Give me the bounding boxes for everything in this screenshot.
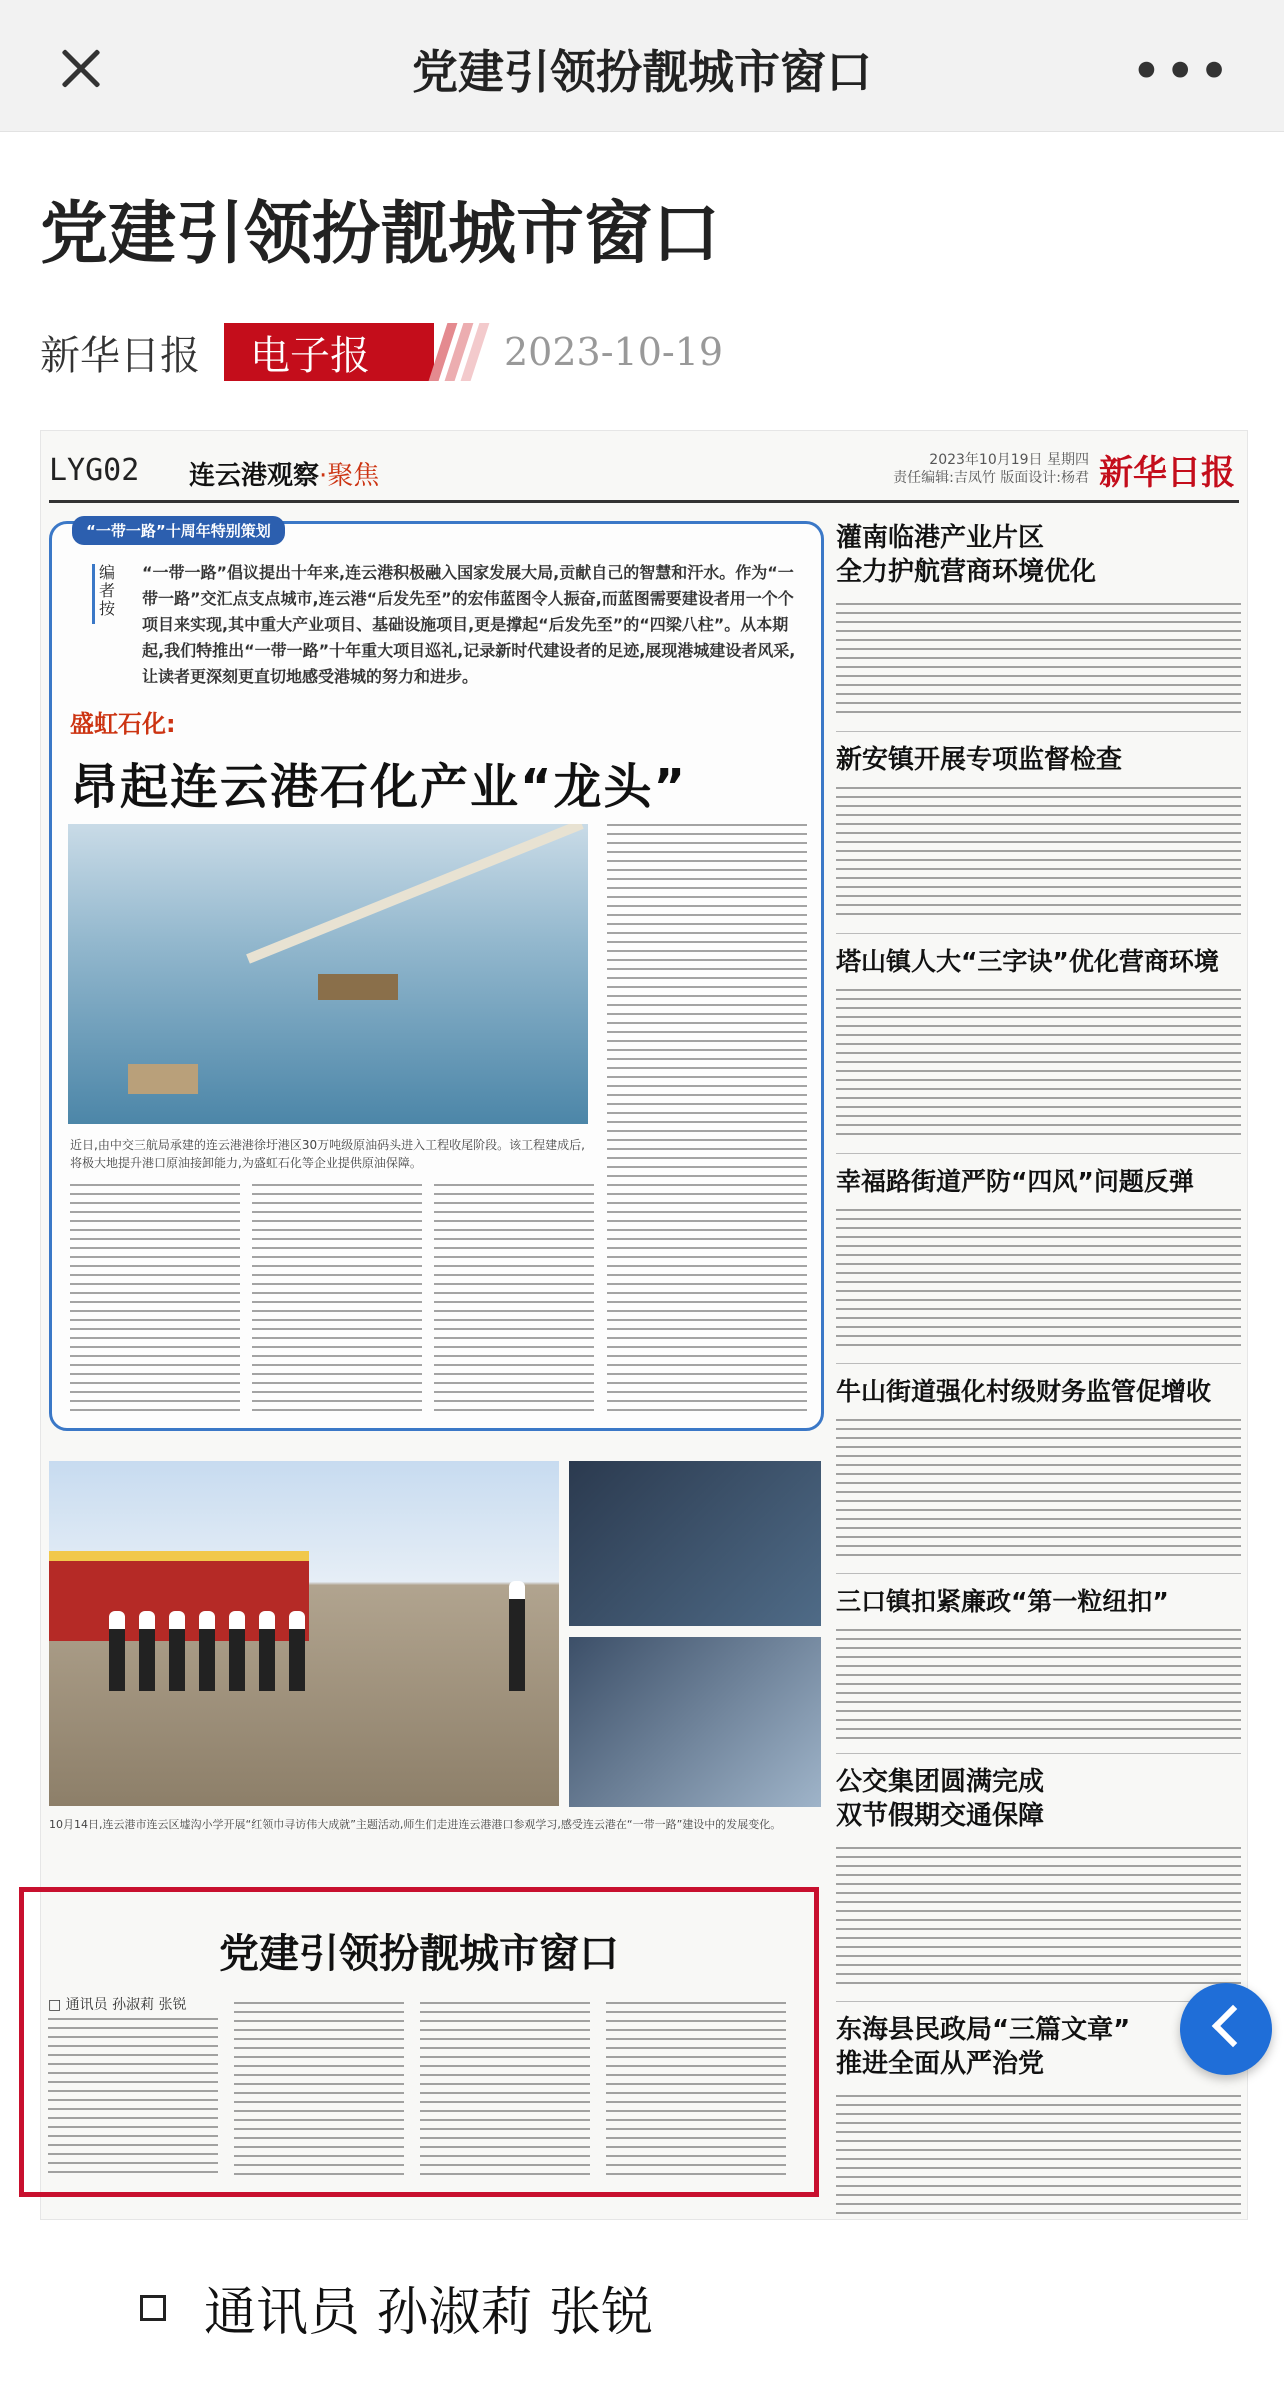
body-text-column	[234, 2002, 404, 2178]
paper-date-text: 2023年10月19日 星期四	[929, 452, 1089, 468]
person-shape	[259, 1611, 275, 1691]
section-sub: ·聚焦	[319, 461, 380, 491]
feature-box	[49, 521, 824, 1431]
barge-shape	[128, 1064, 198, 1094]
highlighted-article-author: □ 通讯员 孙淑莉 张锐	[48, 1997, 187, 2013]
pier-shape	[246, 824, 584, 964]
newspaper-header	[49, 441, 1239, 503]
right-headline: 公交集团圆满完成 双节假期交通保障	[836, 1767, 1045, 1831]
right-headline: 塔山镇人大“三字诀”优化营商环境	[836, 947, 1219, 976]
byline-marker-icon	[140, 2295, 166, 2321]
highlighted-article-box[interactable]	[19, 1887, 819, 2197]
article-meta	[40, 322, 723, 382]
person-shape	[109, 1611, 125, 1691]
article-date: 2023-10-19	[504, 330, 724, 374]
feature-badge: “一带一路”十周年特别策划	[72, 516, 285, 545]
harbor-photo	[68, 824, 588, 1124]
nav-title: 党建引领扮靓城市窗口	[412, 45, 872, 99]
paper-date	[893, 451, 1089, 487]
right-headline: 灌南临港产业片区 全力护航营商环境优化	[836, 523, 1097, 587]
page-number: LYG02	[49, 453, 140, 488]
body-text-column	[48, 2018, 218, 2178]
exhibit-photo	[569, 1637, 821, 1807]
divider	[836, 1363, 1241, 1364]
right-headline: 三口镇扣紧廉政“第一粒纽扣”	[836, 1587, 1169, 1616]
right-headline: 新安镇开展专项监督检查	[836, 745, 1123, 775]
paper-editors: 责任编辑:吉凤竹 版面设计:杨君	[893, 470, 1089, 486]
tag-stripes	[434, 323, 484, 381]
person-shape	[289, 1611, 305, 1691]
body-text-block	[836, 1419, 1241, 1559]
person-shape	[509, 1581, 525, 1691]
body-text-column	[434, 1184, 594, 1414]
article-source: 新华日报	[40, 332, 200, 379]
more-options-icon[interactable]: •••	[1130, 40, 1232, 103]
divider	[836, 1573, 1241, 1574]
highlighted-article-title: 党建引领扮靓城市窗口	[219, 1931, 619, 1977]
body-text-column	[252, 1184, 422, 1414]
body-text-block	[836, 989, 1241, 1139]
divider	[836, 2001, 1241, 2002]
divider	[836, 933, 1241, 934]
person-shape	[229, 1611, 245, 1691]
section-name	[189, 455, 379, 492]
right-headline: 牛山街道强化村级财务监管促增收	[836, 1377, 1212, 1406]
body-text-block	[836, 1847, 1241, 1987]
body-text-block	[836, 1629, 1241, 1739]
top-nav-bar	[0, 0, 1284, 132]
right-headline: 东海县民政局“三篇文章” 推进全面从严治党	[836, 2015, 1131, 2079]
body-text-column	[607, 824, 807, 1414]
editor-note-label: 编者按	[92, 564, 127, 624]
person-shape	[169, 1611, 185, 1691]
epaper-tag[interactable]: 电子报	[224, 323, 434, 381]
divider	[836, 731, 1241, 732]
section-main: 连云港观察	[189, 461, 320, 491]
body-text-block	[836, 787, 1241, 917]
person-shape	[139, 1611, 155, 1691]
feature-subtitle: 盛虹石化:	[70, 710, 176, 738]
article-byline	[140, 2270, 653, 2345]
pier-platform	[318, 974, 398, 1000]
person-shape	[199, 1611, 215, 1691]
body-text-block	[836, 1209, 1241, 1349]
divider	[836, 1153, 1241, 1154]
byline-text: 通讯员 孙淑莉 张锐	[204, 2283, 654, 2343]
body-text-column	[606, 2002, 786, 2178]
divider	[836, 1753, 1241, 1754]
photo-caption: 10月14日,连云港市连云区墟沟小学开展“红领巾寻访伟大成就”主题活动,师生们走进连云港港口参观学习,感受连云港在“一带一路”建设中的发展变化。	[49, 1818, 782, 1831]
back-arrow-button[interactable]	[1180, 1983, 1272, 2075]
body-text-block	[836, 2095, 1241, 2215]
body-text-block	[836, 603, 1241, 713]
article-title: 党建引领扮靓城市窗口	[40, 195, 721, 274]
right-headline: 幸福路街道严防“四风”问题反弹	[836, 1167, 1194, 1196]
editor-intro: “一带一路”倡议提出十年来,连云港积极融入国家发展大局,贡献自己的智慧和汗水。作为“一带一路”交汇点支点城市,连云港“后发先至”的宏伟蓝图令人振奋,而蓝图需要建设者用一个个项目来实现,其中重大产业项目、基础设施项目,更是撑起“后发先至”的“四梁八柱”。从本期起,我们特推出“一带一路”十年重大项目巡礼,记录新时代建设者的足迹,展现港城建设者风采,让读者更深刻更直切地感受港城的努力和进步。	[142, 563, 796, 686]
classroom-photo	[569, 1461, 821, 1626]
feature-headline: 昂起连云港石化产业“龙头”	[70, 759, 688, 815]
body-text-column	[70, 1184, 240, 1414]
body-text-column	[420, 2002, 590, 2178]
train-kids-photo	[49, 1461, 559, 1806]
harbor-caption: 近日,由中交三航局承建的连云港港徐圩港区30万吨级原油码头进入工程收尾阶段。该工程建成后,将极大地提升港口原油接卸能力,为盛虹石化等企业提供原油保障。	[70, 1138, 585, 1170]
masthead-logo: 新华日报	[1099, 453, 1235, 493]
newspaper-page-image[interactable]	[40, 430, 1248, 2220]
